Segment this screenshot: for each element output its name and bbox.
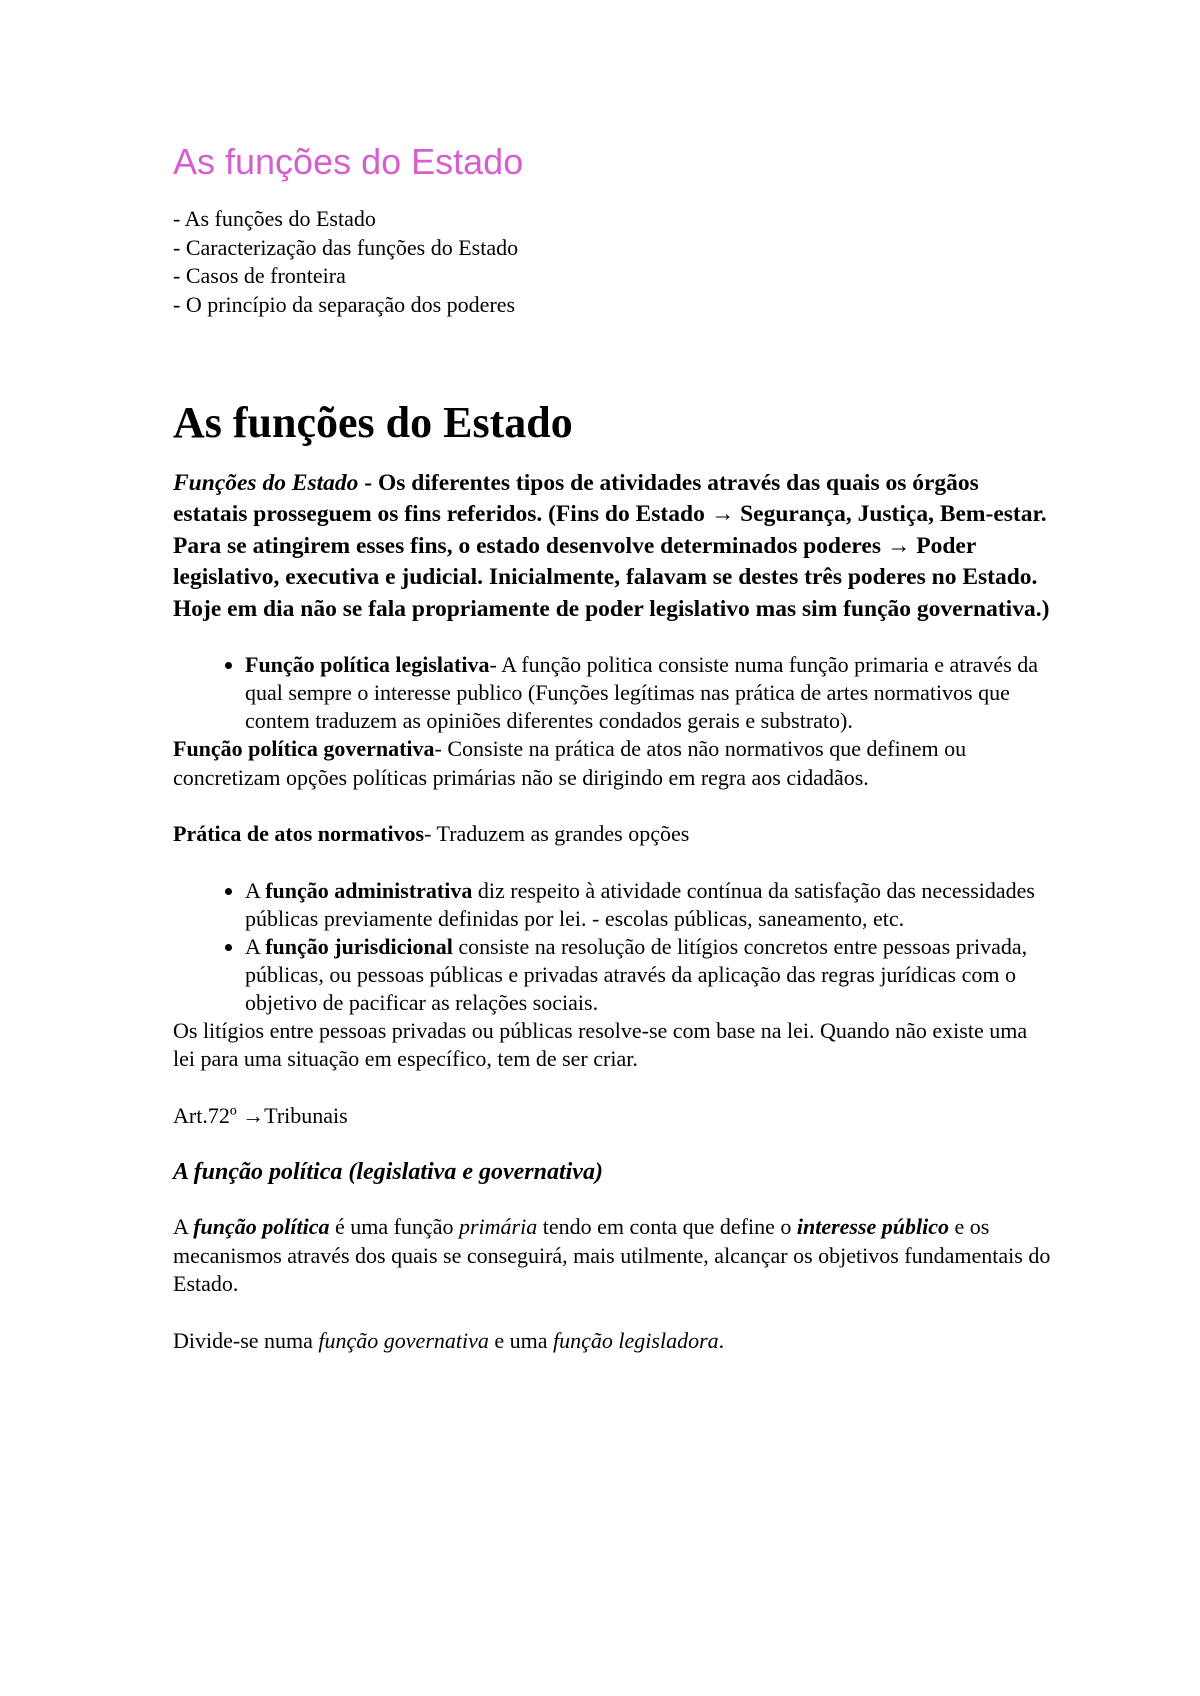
gov-text: - Consiste na prática de atos não normativos que definem ou concretizam opções políticas primárias não se dirigindo em regra aos cidadãos. bbox=[173, 736, 967, 790]
list-item bbox=[245, 651, 1053, 735]
governativa-paragraph bbox=[173, 735, 1053, 792]
toc-item: - Casos de fronteira bbox=[173, 263, 346, 289]
emphasis-term: função governativa bbox=[318, 1327, 489, 1353]
toc-item: - O princípio da separação dos poderes bbox=[173, 291, 516, 317]
bullet-term: Função política legislativa bbox=[245, 652, 490, 678]
document-page bbox=[173, 140, 1053, 1355]
table-of-contents bbox=[173, 205, 1053, 319]
document-title: As funções do Estado bbox=[173, 141, 524, 182]
intro-term: Funções do Estado bbox=[173, 469, 359, 496]
emphasis-term: função política bbox=[193, 1214, 330, 1240]
list-item bbox=[245, 933, 1053, 1017]
intro-paragraph bbox=[173, 468, 1053, 626]
toc-item: - As funções do Estado bbox=[173, 206, 376, 232]
bullet-text: - A função politica consiste numa função primaria e através da qual sempre o interesse publico (Funções legítimas nas prática de artes normativos que contem traduzem as opiniões diferentes condados gerais e substrato). bbox=[245, 652, 1039, 734]
gov-term: Função política governativa bbox=[173, 736, 435, 762]
pratica-term: Prática de atos normativos bbox=[173, 821, 425, 847]
text-run: e uma bbox=[488, 1327, 554, 1353]
text-run: tendo em conta que define o bbox=[537, 1214, 797, 1240]
bullet-list-funcoes bbox=[173, 877, 1053, 1017]
text-run: Divide-se numa bbox=[173, 1327, 319, 1353]
text-run: A bbox=[173, 1214, 194, 1240]
emphasis-term: primária bbox=[458, 1214, 538, 1240]
admin-text: diz respeito à atividade contínua da satisfação das necessidades públicas previamente definidas por lei. - escolas públicas, saneamento, etc. bbox=[245, 877, 1035, 931]
admin-term: função administrativa bbox=[265, 877, 473, 903]
juris-pre: A bbox=[245, 933, 266, 959]
art-reference: Art.72º →Tribunais bbox=[173, 1102, 348, 1128]
text-run: e os mecanismos através dos quais se conseguirá, mais utilmente, alcançar os objetivos fundamentais do Estado. bbox=[173, 1214, 1051, 1297]
emphasis-term: interesse público bbox=[796, 1214, 950, 1240]
bullet-list-legislativa bbox=[173, 651, 1053, 735]
admin-pre: A bbox=[245, 877, 266, 903]
divide-paragraph bbox=[173, 1327, 1053, 1356]
juris-text: consiste na resolução de litígios concretos entre pessoas privada, públicas, ou pessoas públicas e privadas através da aplicação das regras jurídicas com o objetivo de pacificar as relações sociais. bbox=[245, 933, 1028, 1015]
juris-term: função jurisdicional bbox=[265, 933, 453, 959]
litigios-paragraph: Os litígios entre pessoas privadas ou públicas resolve-se com base na lei. Quando não existe uma lei para uma situação em específico, tem de ser criar. bbox=[173, 1017, 1028, 1072]
pratica-text: - Traduzem as grandes opções bbox=[424, 821, 690, 847]
pratica-paragraph bbox=[173, 820, 1053, 849]
list-item bbox=[245, 877, 1053, 933]
section-heading: As funções do Estado bbox=[173, 398, 573, 448]
text-run: é uma função bbox=[329, 1214, 459, 1240]
toc-item: - Caracterização das funções do Estado bbox=[173, 234, 519, 260]
subsection-heading: A função política (legislativa e governativa) bbox=[173, 1159, 603, 1186]
politica-paragraph bbox=[173, 1213, 1053, 1299]
emphasis-term: função legisladora bbox=[553, 1327, 719, 1353]
text-run: . bbox=[718, 1327, 725, 1353]
intro-text: - Os diferentes tipos de atividades através das quais os órgãos estatais prosseguem os fins referidos. (Fins do Estado → Segurança, Justiça, Bem-estar. Para se atingirem esses fins, o estado desenvolve determinados poderes → Poder legislativo, executiva e judicial. Inicialmente, falavam se destes três poderes no Estado. Hoje em dia não se fala propriamente de poder legislativo mas sim função governativa.) bbox=[173, 469, 1050, 622]
